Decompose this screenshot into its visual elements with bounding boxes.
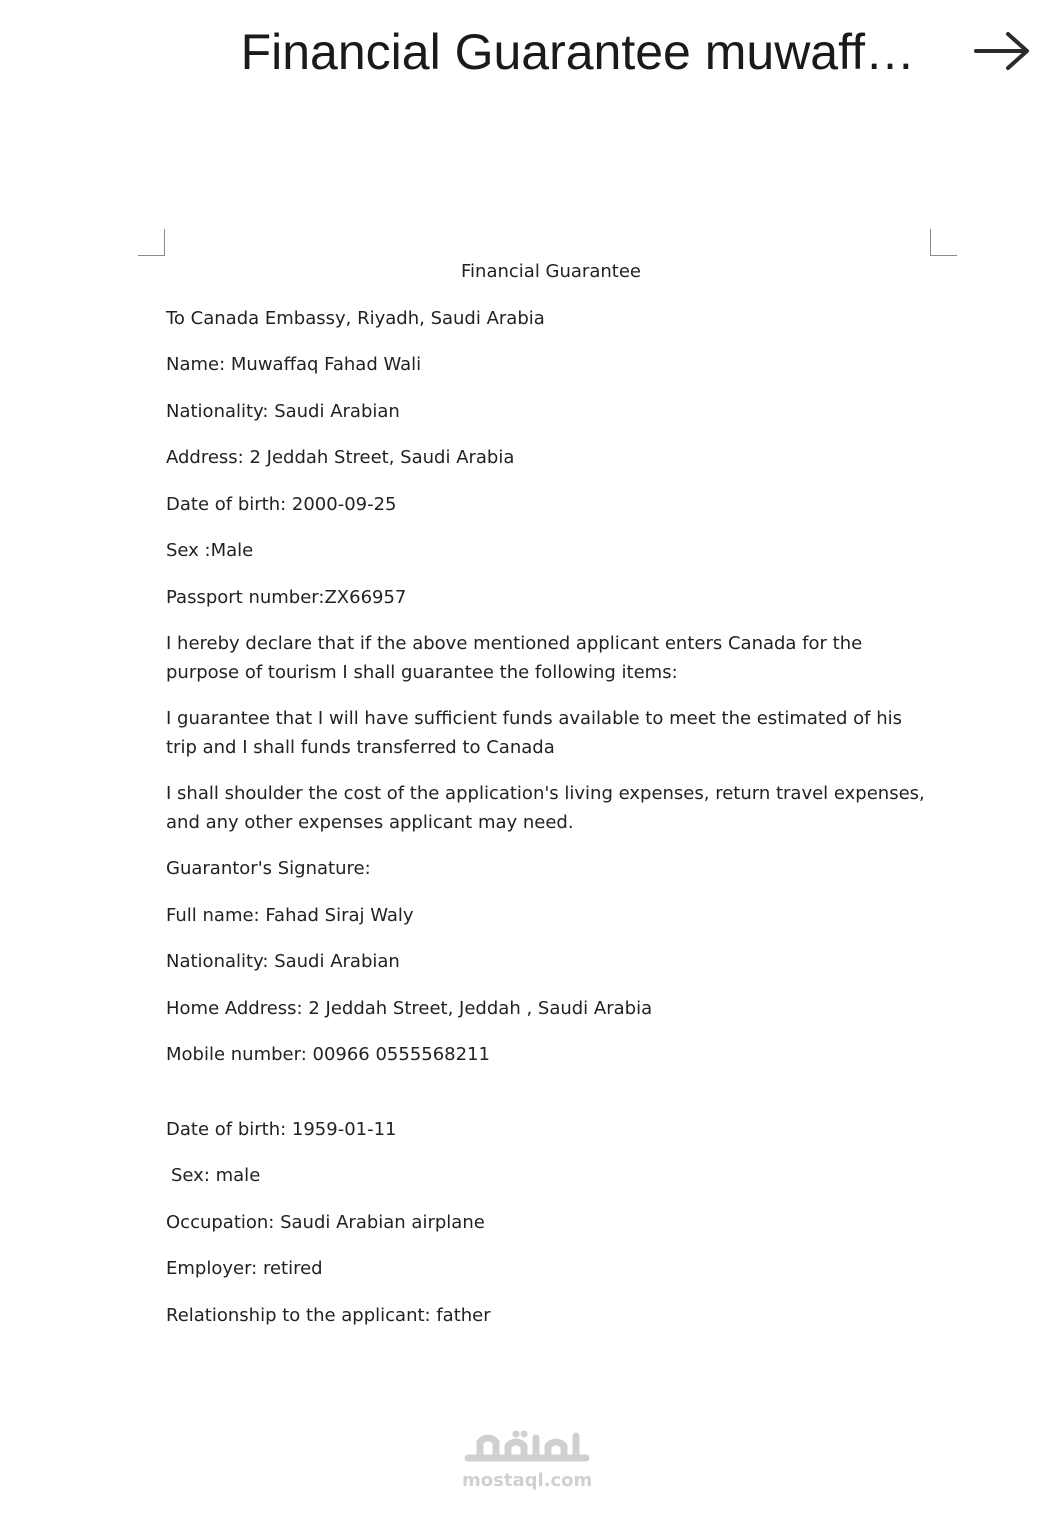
doc-line-guarantor-name: Full name: Fahad Siraj Waly bbox=[166, 904, 414, 926]
doc-line-signature: Guarantor's Signature: bbox=[166, 858, 371, 879]
doc-line-guarantor-mobile: Mobile number: 00966 0555568211 bbox=[166, 1044, 490, 1065]
doc-line-expenses: I shall shoulder the cost of the application's living expenses, return travel expenses, and any other expenses applicant may need. bbox=[166, 783, 925, 833]
doc-line-guarantor-dob: Date of birth: 1959-01-11 bbox=[166, 1118, 397, 1140]
doc-line-guarantor-nationality: Nationality: Saudi Arabian bbox=[166, 951, 400, 972]
doc-line-guarantor-sex: Sex: male bbox=[171, 1165, 261, 1186]
page-margin-corner-right bbox=[930, 229, 957, 256]
app-header bbox=[0, 0, 1053, 110]
doc-line-guarantor-occupation: Occupation: Saudi Arabian airplane bbox=[166, 1211, 485, 1233]
doc-line-applicant-sex: Sex :Male bbox=[166, 540, 254, 561]
doc-line-applicant-dob: Date of birth: 2000-09-25 bbox=[166, 493, 397, 515]
forward-button[interactable] bbox=[966, 22, 1038, 80]
watermark-site: mostaql.com bbox=[462, 1470, 593, 1491]
doc-line-funds-guarantee: I guarantee that I will have sufficient funds available to meet the estimated of his trip and I shall funds transferred to Canada bbox=[166, 708, 903, 758]
document-title: Financial Guarantee muwaff… bbox=[240, 24, 915, 80]
doc-line-passport-number: Passport number:ZX66957 bbox=[166, 586, 407, 608]
doc-line-applicant-nationality: Nationality: Saudi Arabian bbox=[166, 400, 400, 422]
doc-line-addressee: To Canada Embassy, Riyadh, Saudi Arabia bbox=[166, 307, 545, 329]
doc-line-guarantor-address: Home Address: 2 Jeddah Street, Jeddah , Saudi Arabia bbox=[166, 997, 653, 1019]
doc-line-declaration: I hereby declare that if the above mentioned applicant enters Canada for the purpose of tourism I shall guarantee the following items: bbox=[166, 633, 863, 683]
doc-line-guarantor-employer: Employer: retired bbox=[166, 1258, 323, 1279]
arrow-right-icon bbox=[972, 29, 1032, 73]
mostaql-logo-icon bbox=[462, 1428, 592, 1470]
doc-line-applicant-address: Address: 2 Jeddah Street, Saudi Arabia bbox=[166, 447, 515, 468]
page-margin-corner-left bbox=[138, 229, 165, 256]
document-heading: Financial Guarantee bbox=[461, 261, 641, 282]
doc-line-relationship: Relationship to the applicant: father bbox=[166, 1304, 491, 1326]
mostaql-watermark bbox=[462, 1428, 592, 1494]
doc-line-applicant-name: Name: Muwaffaq Fahad Wali bbox=[166, 354, 422, 375]
document-page bbox=[166, 258, 936, 1348]
